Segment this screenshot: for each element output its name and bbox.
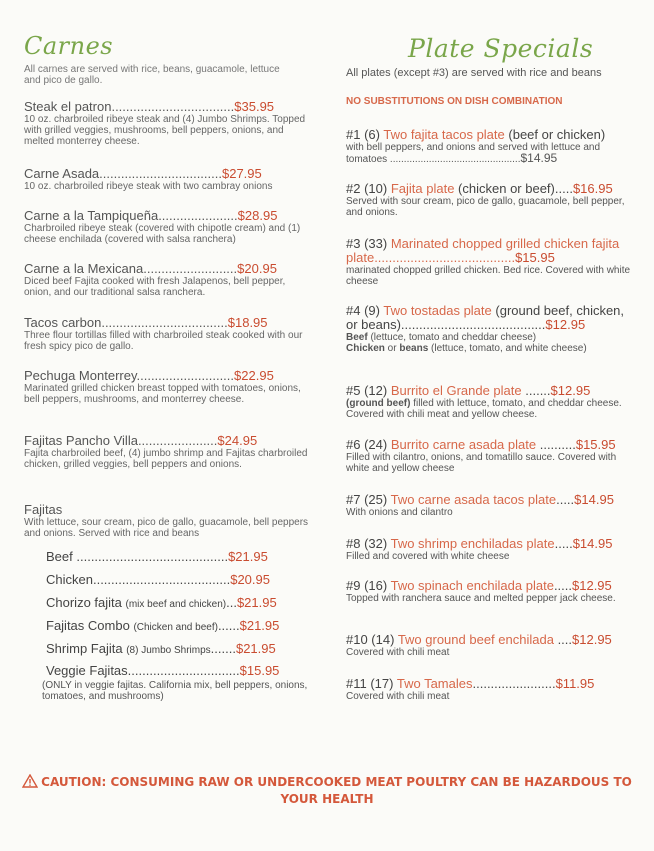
fajita-item-shrimp: Shrimp Fajita (8) Jumbo Shrimps.......$21.95: [46, 641, 276, 656]
item-price: $18.95: [227, 316, 268, 330]
no-substitutions-notice: NO SUBSTITUTIONS ON DISH COMBINATION: [346, 96, 563, 107]
item-price: $27.95: [221, 167, 262, 181]
special-item-2: #2 (10) Fajita plate (chicken or beef).....$16.95 Served with sour cream, pico de gallo, guacamole, bell pepper, and onions.: [346, 181, 625, 218]
special-item-7: #7 (25) Two carne asada tacos plate.....$14.95 With onions and cilantro: [346, 492, 614, 518]
fajita-item-chorizo: Chorizo fajita (mix beef and chicken)...$21.95: [46, 595, 277, 610]
fajitas-title: Fajitas: [24, 503, 63, 517]
item-description: Three flour tortillas filled with charbroiled steak cooked with our fresh spicy pico de gallo.: [24, 330, 303, 352]
menu-item-carne-tampiquena: Carne a la Tampiqueña......................$28.95 Charbroiled ribeye steak (covered with chipotle cream) and (1) cheese enchilada (covered with salsa ranchera): [24, 209, 314, 245]
menu-item-steak-el-patron: Steak el patron..................................$35.95 10 oz. charbroiled ribeye steak and (4) Jumbo Shrimps. Topped with grilled veggies, mushrooms, bell peppers, onions, and melted monterrey cheese.: [24, 100, 314, 147]
item-description: Charbroiled ribeye steak (covered with chipotle cream) and (1) cheese enchilada (covered with salsa ranchera): [24, 223, 301, 245]
item-price: $22.95: [234, 369, 274, 383]
caution-line-1: CAUTION: CONSUMING RAW OR UNDERCOOKED MEAT POULTRY CAN BE HAZARDOUS TO: [41, 775, 632, 789]
carnes-intro: All carnes are served with rice, beans, guacamole, lettuce and pico de gallo.: [24, 64, 280, 86]
fajitas-section: [24, 503, 314, 539]
menu-item-fajitas-pancho-villa: Fajitas Pancho Villa......................$24.95 Fajita charbroiled beef, (4) jumbo shrimp and Fajitas charbroiled chicken, grilled veggies, bell peppers and onions.: [24, 434, 314, 470]
item-price: $20.95: [237, 262, 277, 276]
fajita-item-chicken: Chicken......................................$20.95: [46, 572, 270, 587]
carnes-title: Carnes: [24, 32, 114, 60]
menu-item-pechuga-monterrey: Pechuga Monterrey...........................$22.95 Marinated grilled chicken breast topped with tomatoes, onions, bell peppers, mushrooms, and monterrey cheese.: [24, 369, 314, 405]
caution-line-2: YOUR HEALTH: [280, 792, 374, 806]
fajita-item-combo: Fajitas Combo (Chicken and beef)......$21.95: [46, 618, 280, 633]
warning-triangle-icon: [22, 774, 38, 788]
menu-item-tacos-carbon: Tacos carbon...................................$18.95 Three flour tortillas filled with charbroiled steak cooked with our fresh spicy pico de gallo.: [24, 316, 314, 352]
special-item-9: #9 (16) Two spinach enchilada plate.....$12.95 Topped with ranchera sauce and melted pepper jack cheese.: [346, 578, 616, 604]
special-item-4: #4 (9) Two tostadas plate (ground beef, chicken, or beans)........................................$12.95 Beef (lettuce, tomato and cheddar cheese) Chicken or beans (lettuce, tomato, and white cheese): [346, 303, 625, 354]
veggie-fajita-note: (ONLY in veggie fajitas. California mix, bell peppers, onions, tomatoes, and mushrooms): [42, 680, 308, 702]
item-description: Diced beef Fajita cooked with fresh Jalapenos, bell pepper, onion, and our traditional salsa ranchera.: [24, 276, 286, 298]
special-item-3: #3 (33) Marinated chopped grilled chicken fajita plate.......................................$15.95 marinated chopped grilled chicken. Bed rice. Covered with white cheese: [346, 236, 631, 287]
special-item-5: #5 (12) Burrito el Grande plate .......$12.95 (ground beef) filled with lettuce, tomato, and cheddar cheese. Covered with chili meat and yellow cheese.: [346, 383, 622, 420]
special-item-6: #6 (24) Burrito carne asada plate ..........$15.95 Filled with cilantro, onions, and tomatillo sauce. Covered with white and yellow cheese: [346, 437, 617, 474]
item-price: $24.95: [217, 434, 258, 448]
menu-item-carne-asada: Carne Asada..................................$27.95 10 oz. charbroiled ribeye steak with two cambray onions: [24, 167, 314, 192]
fajita-item-veggie: Veggie Fajitas...............................$15.95: [46, 663, 280, 678]
special-item-8: #8 (32) Two shrimp enchiladas plate.....$14.95 Filled and covered with white cheese: [346, 536, 613, 562]
special-item-11: #11 (17) Two Tamales.......................$11.95 Covered with chili meat: [346, 676, 595, 702]
fajitas-intro: With lettuce, sour cream, pico de gallo, guacamole, bell peppers and onions. Served with rice and beans: [24, 517, 309, 539]
caution-notice: [0, 774, 654, 808]
special-item-1: #1 (6) Two fajita tacos plate (beef or chicken) with bell peppers, and onions and served with lettuce and tomatoes ...............................................$14.95: [346, 127, 606, 165]
item-description: Fajita charbroiled beef, (4) jumbo shrimp and Fajitas charbroiled chicken, grilled veggies, bell peppers and onions.: [24, 448, 308, 470]
item-description: 10 oz. charbroiled ribeye steak and (4) Jumbo Shrimps. Topped with grilled veggies, mushrooms, bell peppers, onions, and melted monterrey cheese.: [24, 114, 306, 147]
item-description: 10 oz. charbroiled ribeye steak with two cambray onions: [24, 181, 273, 192]
item-price: $35.95: [234, 100, 275, 114]
specials-intro: All plates (except #3) are served with rice and beans: [346, 67, 602, 79]
menu-item-carne-mexicana: Carne a la Mexicana..........................$20.95 Diced beef Fajita cooked with fresh Jalapenos, bell pepper, onion, and our traditional salsa ranchera.: [24, 262, 314, 298]
special-item-10: #10 (14) Two ground beef enchilada ....$12.95 Covered with chili meat: [346, 632, 612, 658]
item-price: $28.95: [237, 209, 278, 223]
item-description: Marinated grilled chicken breast topped with tomatoes, onions, bell peppers, mushrooms, and monterrey cheese.: [24, 383, 301, 405]
fajita-item-beef: Beef ..........................................$21.95: [46, 549, 268, 564]
plate-specials-title: Plate Specials: [408, 34, 594, 63]
